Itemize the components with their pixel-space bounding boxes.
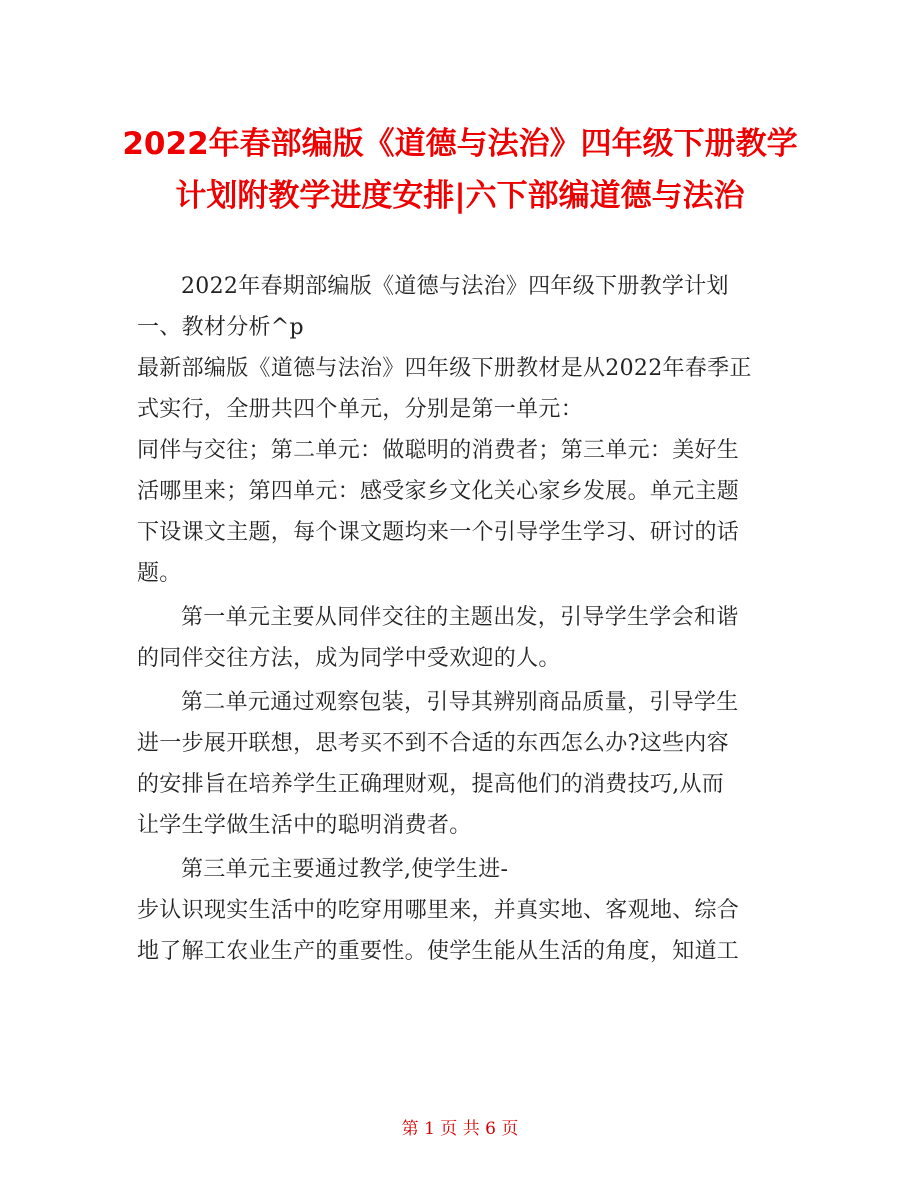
document-title: 2022年春部编版《道德与法治》四年级下册教学计划附教学进度安排|六下部编道德与法治 [122, 126, 798, 214]
section-heading-line: 一、教材分析^p [137, 315, 304, 340]
text-line: 的安排旨在培养学生正确理财观，提高他们的消费技巧,从而 [137, 772, 725, 797]
text-line: 最新部编版《道德与法治》四年级下册教材是从2022年春季正 [137, 356, 752, 381]
text-line: 式实行，全册共四个单元，分别是第一单元： [137, 397, 584, 422]
text-line: 活哪里来；第四单元：感受家乡文化关心家乡发展。单元主题 [137, 479, 740, 504]
text-line: 地了解工农业生产的重要性。使学生能从生活的角度，知道工 [137, 939, 740, 964]
text-line: 步认识现实生活中的吃穿用哪里来，并真实地、客观地、综合 [137, 898, 740, 923]
text-line: 进一步展开联想，思考买不到不合适的东西怎么办?这些内容 [137, 731, 729, 756]
document-body [137, 266, 787, 972]
text-line: 同伴与交往；第二单元：做聪明的消费者；第三单元：美好生 [137, 438, 740, 463]
text-line: 的同伴交往方法，成为同学中受欢迎的人。 [137, 646, 561, 671]
plan-heading-line: 2022年春期部编版《道德与法治》四年级下册教学计划 [181, 274, 729, 299]
text-line: 第一单元主要从同伴交往的主题出发，引导学生学会和谐 [181, 605, 739, 630]
text-line: 第三单元主要通过教学,使学生进- [181, 857, 509, 882]
text-line: 下设课文主题，每个课文题均来一个引导学生学习、研讨的话 [137, 520, 740, 545]
page-number-footer: 第 1 页 共 6 页 [401, 1119, 519, 1139]
text-line: 题。 [137, 561, 182, 586]
text-line: 第二单元通过观察包装，引导其辨别商品质量，引导学生 [181, 690, 739, 715]
text-line: 让学生学做生活中的聪明消费者。 [137, 813, 472, 838]
